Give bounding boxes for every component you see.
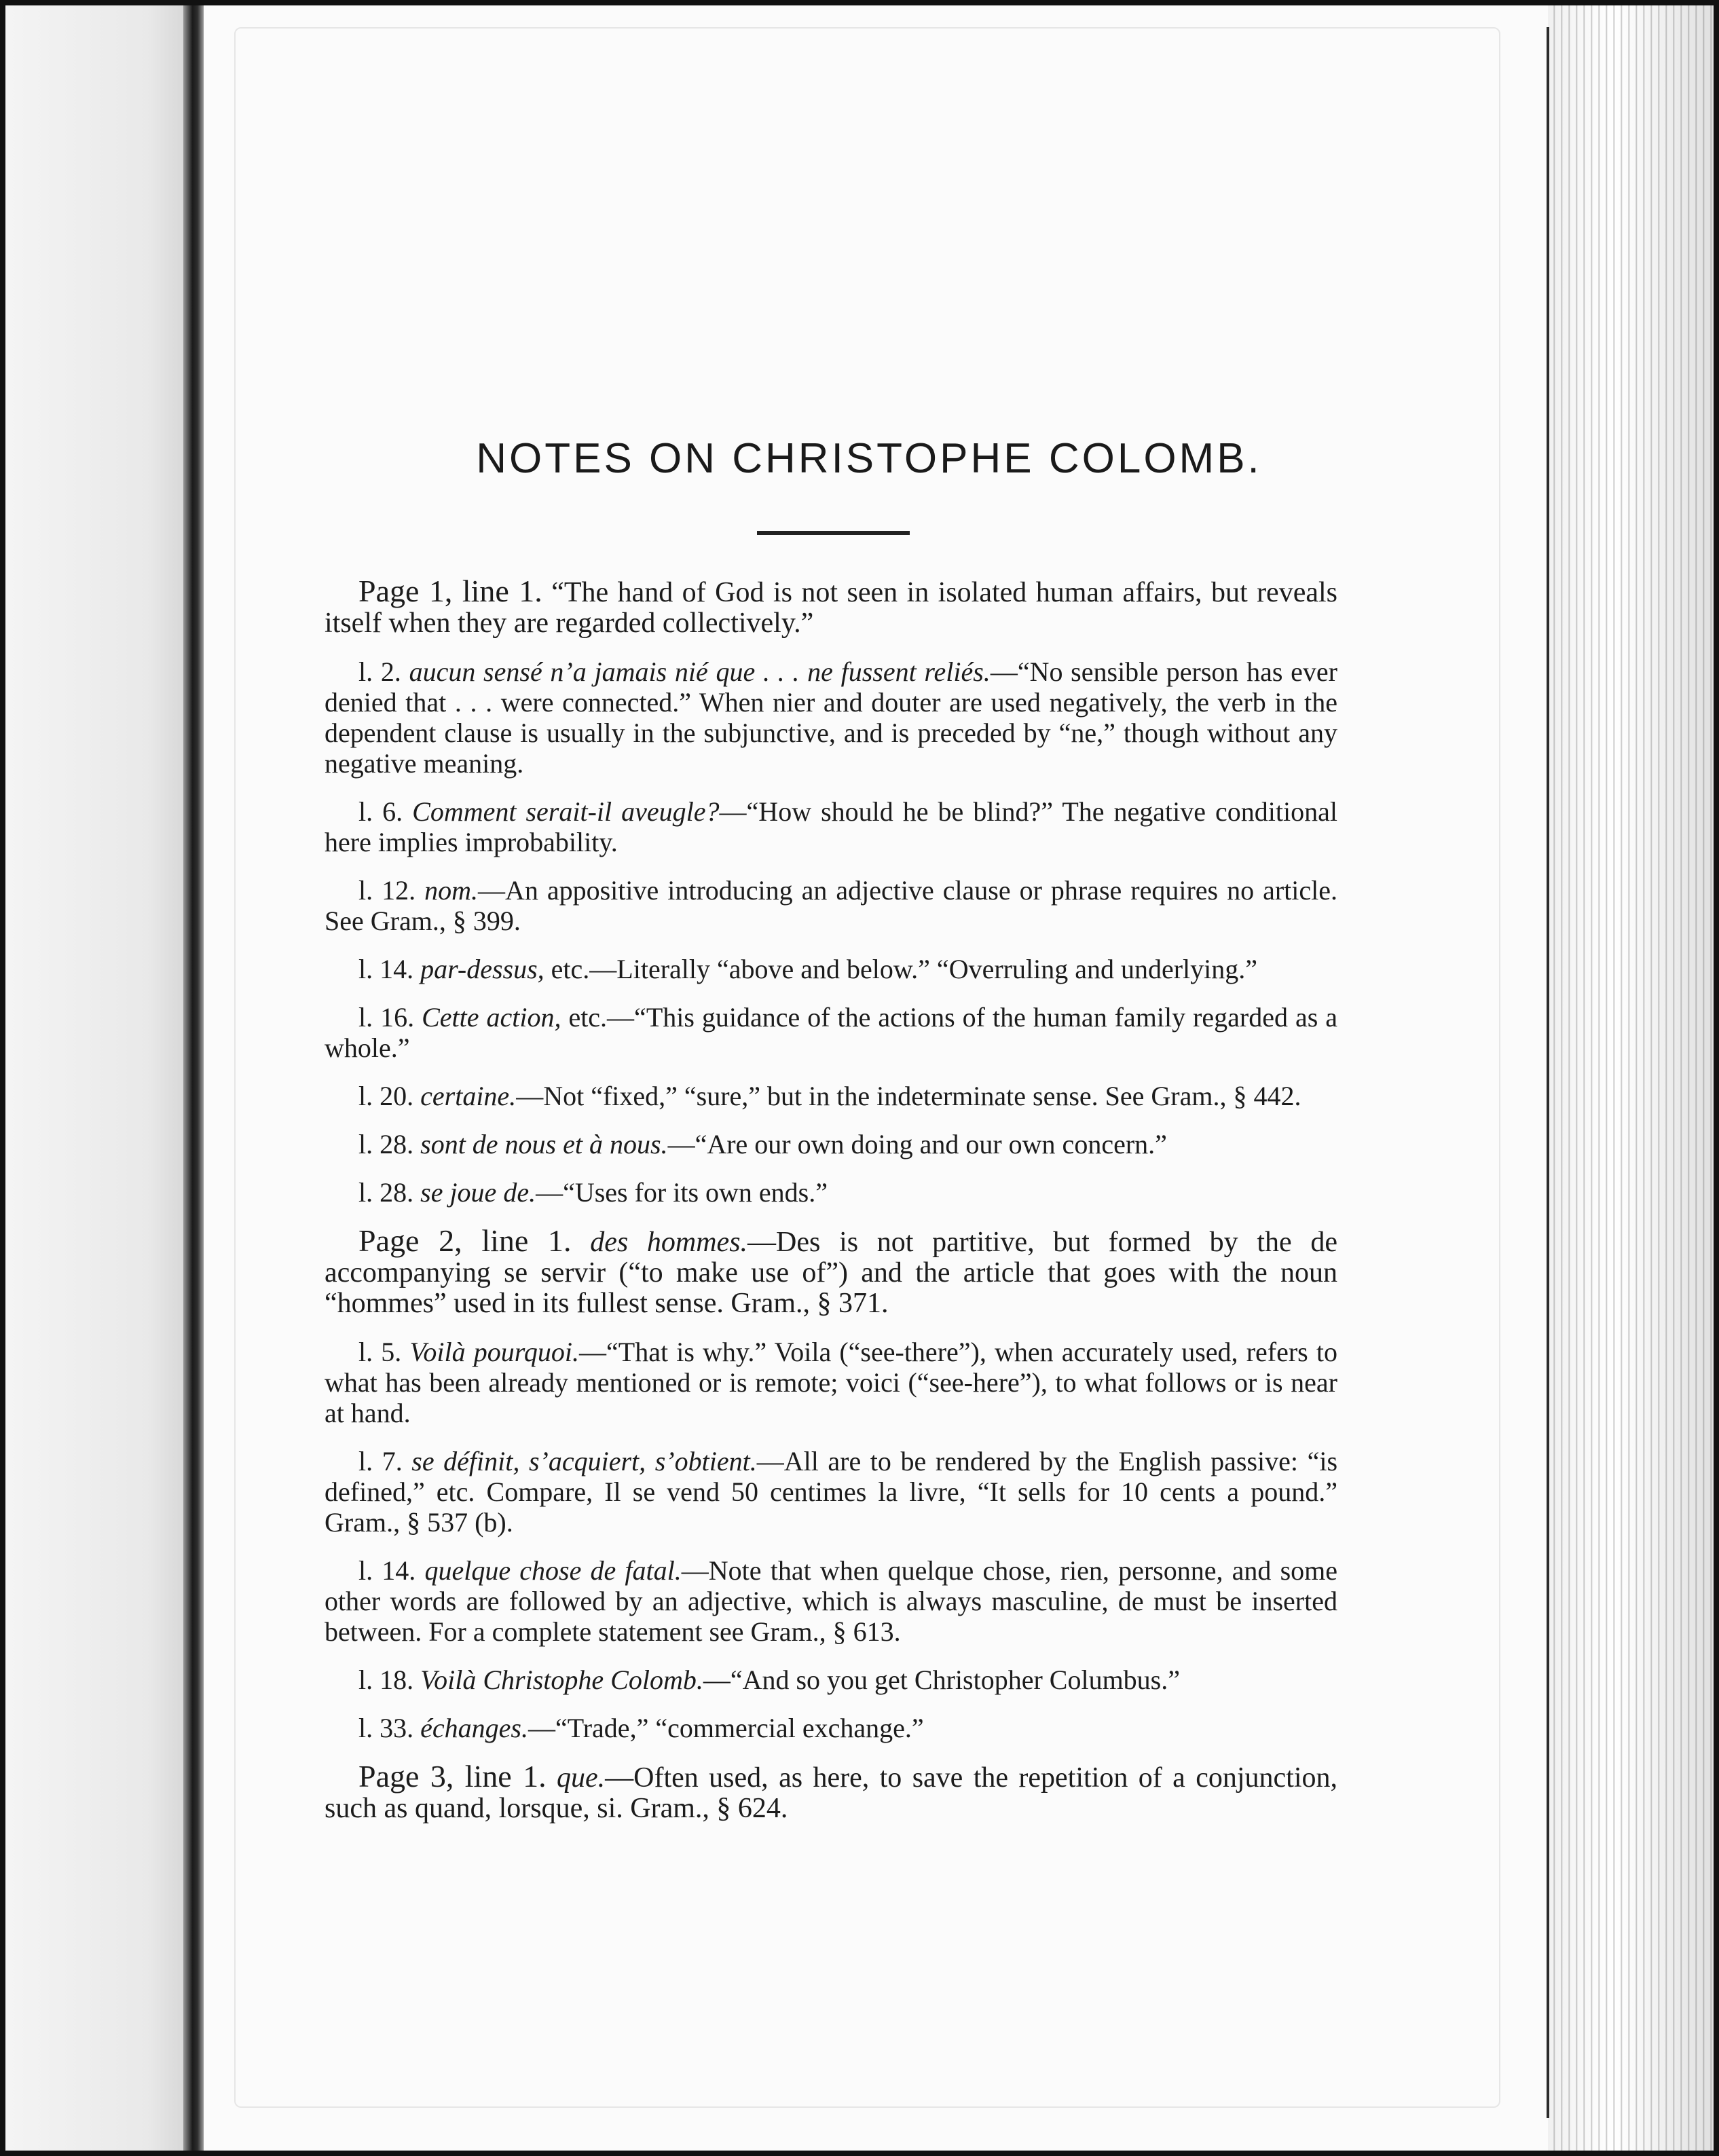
note-text: —All are to be rendered by the English passive: “is defined,” etc. Compare, Il se vend 50 centimes la livre, “It sells for 10 cents a pound.” Gram., § 537 (b). [325, 1446, 1338, 1538]
page-title: NOTES ON CHRISTOPHE COLOMB. [476, 435, 1262, 482]
note-line16 [325, 1002, 1337, 1063]
note-page3-line1 [325, 1761, 1337, 1824]
note-term: sont de nous et à nous. [420, 1129, 668, 1159]
note-page2-line1 [325, 1225, 1337, 1319]
note-ref: l. 18. [358, 1665, 414, 1695]
note-text: —An appositive introducing an adjective clause or phrase requires no article. See Gram., § 399. [325, 875, 1337, 936]
note-text: —“Are our own doing and our own concern.” [667, 1129, 1167, 1159]
note-ref: l. 12. [358, 875, 416, 906]
note-ref: Page 3, line 1. [358, 1759, 547, 1793]
note-ref: l. 20. [358, 1081, 414, 1111]
note-ref: l. 6. [358, 796, 403, 827]
note-term: certaine. [420, 1081, 517, 1111]
note-ref: l. 33. [358, 1713, 414, 1743]
note-line7 [325, 1446, 1337, 1538]
note-line12 [325, 875, 1337, 936]
note-line28b [325, 1177, 1337, 1208]
note-text: etc.—“This guidance of the actions of the human family regarded as a whole.” [325, 1002, 1337, 1063]
note-ref: Page 2, line 1. [358, 1223, 572, 1258]
note-term: Cette action, [422, 1002, 561, 1033]
note-term: aucun sensé n’a jamais nié que . . . ne fussent reliés. [409, 656, 991, 687]
note-text: —Des is not partitive, but formed by the de accompanying se servir (“to make use of”) and the article that goes with the noun “hommes” used in its fullest sense. Gram., § 371. [325, 1227, 1337, 1319]
note-ref: l. 14. [358, 1555, 416, 1586]
note-term: Voilà Christophe Colomb. [420, 1665, 703, 1695]
note-text: —Note that when quelque chose, rien, personne, and some other words are followed by an adjective, which is always masculine, de must be inserted between. For a complete statement see Gram., § 613. [325, 1555, 1337, 1647]
note-text: —“That is why.” Voila (“see-there”), when accurately used, refers to what has been already mentioned or is remote; voici (“see-here”), to what follows or is near at hand. [325, 1337, 1337, 1428]
note-term: se définit, s’acquiert, s’obtient. [411, 1446, 757, 1476]
note-ref: l. 5. [358, 1337, 402, 1367]
note-text: —“Uses for its own ends.” [536, 1177, 828, 1208]
note-line20 [325, 1081, 1337, 1111]
note-term: des hommes. [590, 1227, 748, 1258]
left-page-edge [5, 5, 183, 2151]
note-ref: l. 28. [358, 1177, 414, 1208]
notes-list [325, 572, 1337, 1842]
note-text: “The hand of God is not seen in isolated human affairs, but reveals itself when they are regarded collectively.” [325, 577, 1337, 639]
page-edges-shade [1548, 5, 1714, 2151]
note-text: —Often used, as here, to save the repetition of a conjunction, such as quand, lorsque, si. Gram., § 624. [325, 1762, 1337, 1824]
title-rule [757, 531, 910, 535]
note-text: —“And so you get Christopher Columbus.” [703, 1665, 1180, 1695]
note-ref: l. 7. [358, 1446, 403, 1476]
note-line2 [325, 656, 1337, 779]
note-ref: l. 14. [358, 954, 414, 984]
note-term: quelque chose de fatal. [424, 1555, 682, 1586]
note-term: nom. [424, 875, 478, 906]
note-ref: Page 1, line 1. [358, 574, 542, 608]
note-text: —“No sensible person has ever denied that . . . were connected.” When nier and douter are used negatively, the verb in the dependent clause is usually in the subjunctive, and is preceded by “ne,” though without any negative meaning. [325, 656, 1338, 779]
note-line14 [325, 954, 1337, 984]
note-ref: l. 2. [358, 656, 401, 687]
note-ref: l. 16. [358, 1002, 415, 1033]
note-page1-line1 [325, 576, 1337, 639]
note-text: —“How should he be blind?” The negative conditional here implies improbability. [325, 796, 1337, 857]
note-term: que. [557, 1762, 606, 1793]
note-line18 [325, 1665, 1337, 1695]
note-term: échanges. [420, 1713, 528, 1743]
note-text: —“Trade,” “commercial exchange.” [528, 1713, 924, 1743]
note-line5 [325, 1337, 1337, 1428]
note-line33 [325, 1713, 1337, 1743]
note-line28a [325, 1129, 1337, 1159]
note-term: Comment serait-il aveugle? [412, 796, 720, 827]
note-line6 [325, 796, 1337, 857]
book-gutter [183, 5, 204, 2151]
note-term: Voilà pourquoi. [409, 1337, 579, 1367]
note-line14-p2 [325, 1555, 1337, 1647]
note-ref: l. 28. [358, 1129, 414, 1159]
note-text: etc.—Literally “above and below.” “Overruling and underlying.” [551, 954, 1258, 984]
note-term: se joue de. [420, 1177, 536, 1208]
note-term: par-dessus, [420, 954, 544, 984]
page-right-edge [1547, 27, 1549, 2118]
note-text: —Not “fixed,” “sure,” but in the indeterminate sense. See Gram., § 442. [516, 1081, 1301, 1111]
